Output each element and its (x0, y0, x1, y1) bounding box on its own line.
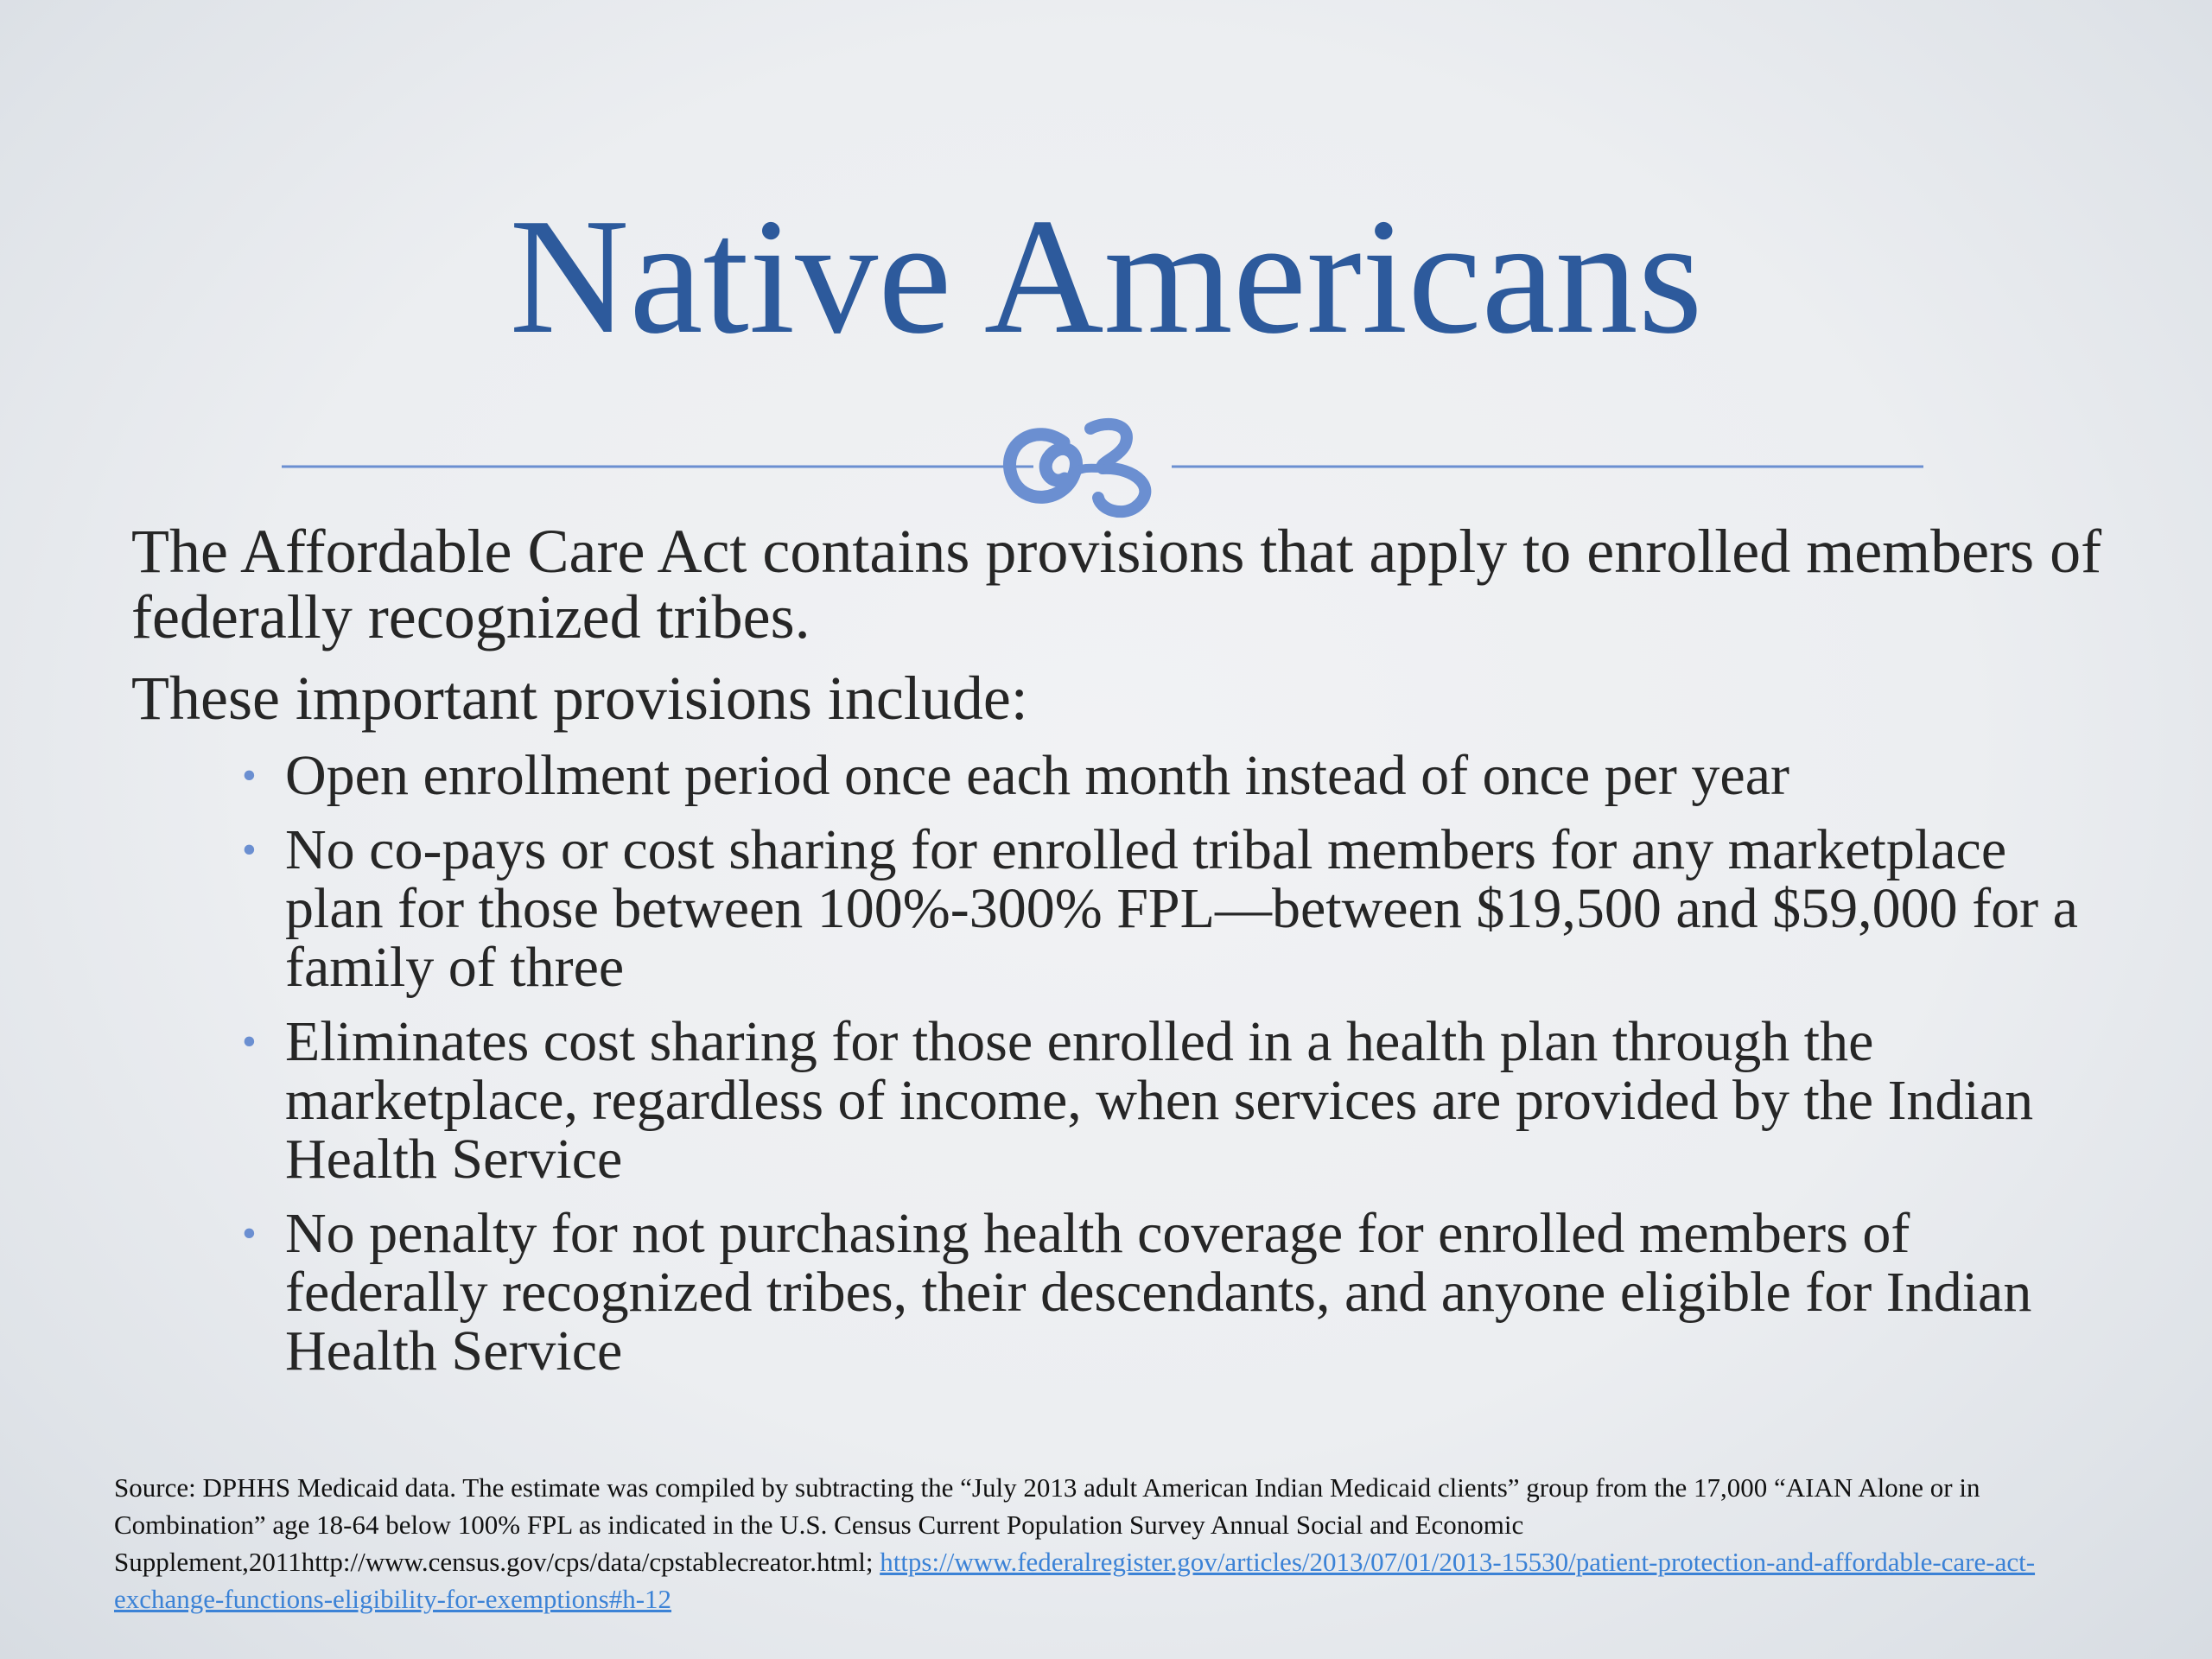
list-item (242, 818, 2110, 999)
lead-paragraph: These important provisions include: (131, 664, 1028, 733)
bullet-dot-icon: • (242, 1211, 257, 1256)
provisions-list (131, 744, 2110, 1382)
list-item-text: No co-pays or cost sharing for enrolled tribal members for any marketplace plan for those between 100%-300% FPL—between $19,500 and $59,000 for a family of three (285, 818, 2078, 999)
bullet-dot-icon: • (242, 1019, 257, 1065)
intro-paragraph: The Affordable Care Act contains provisions that apply to enrolled members of federally recognized tribes. (131, 517, 2102, 652)
flourish-ornament-icon (1009, 424, 1145, 512)
list-item (242, 1202, 2110, 1382)
list-item-text: No penalty for not purchasing health coverage for enrolled members of federally recognized tribes, their descendants, and anyone eligible for Indian Health Service (285, 1202, 2032, 1382)
bullet-dot-icon: • (242, 827, 257, 873)
bullet-dot-icon: • (242, 753, 257, 798)
source-text: Source: DPHHS Medicaid data. The estimate was compiled by subtracting the “July 2013 adult American Indian Medicaid clients” group from the 17,000 “AIAN Alone or in Combination” age 18-64 below 100% FPL as indicated in the U.S. Census Current Population Survey Annual Social and Economic Supplement,2011http://www.census.gov/cps/data/cpstablecreator.html; (114, 1472, 1980, 1577)
list-item (242, 1010, 2110, 1191)
source-footnote (114, 1469, 2093, 1618)
list-item-text: Open enrollment period once each month instead of once per year (285, 744, 1789, 807)
source-link[interactable]: https://www.federalregister.gov/articles/2013/07/01/2013-15530/patient-protection-and-affordable-care-act-exchange-functions-eligibility-for-exemptions#h-12 (114, 1547, 2036, 1614)
list-item (242, 744, 2110, 807)
slide-body (131, 518, 2110, 1381)
divider-flourish (282, 406, 1923, 518)
slide-title: Native Americans (509, 184, 1703, 368)
list-item-text: Eliminates cost sharing for those enrolled in a health plan through the marketplace, regardless of income, when services are provided by the Indian Health Service (285, 1010, 2034, 1191)
